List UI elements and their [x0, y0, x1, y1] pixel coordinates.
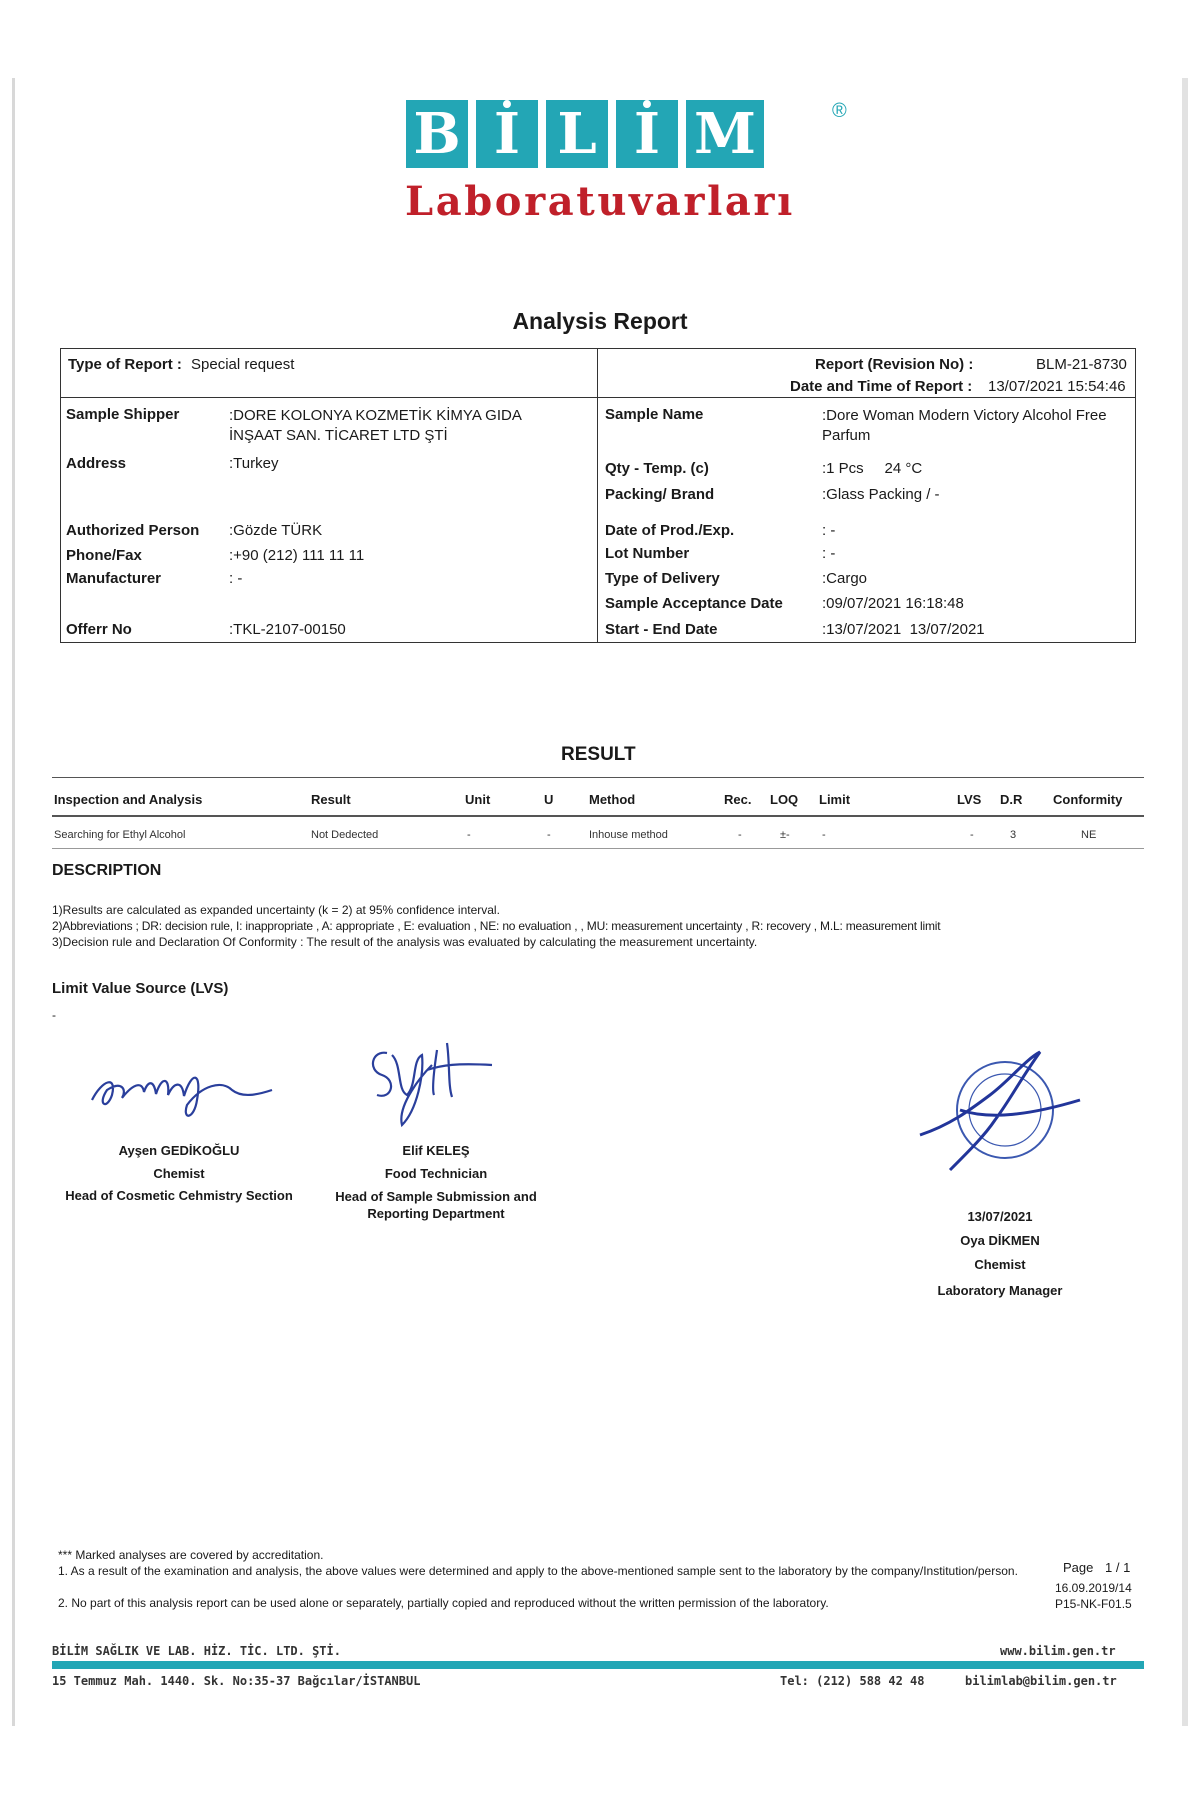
lvs-value: - — [52, 1008, 56, 1022]
signatory-title: Chemist — [153, 1166, 205, 1181]
signatory-title: Food Technician — [384, 1166, 488, 1181]
signature-gedikoglu — [82, 1050, 282, 1130]
footer-bar — [52, 1661, 1144, 1669]
field-label: Sample Acceptance Date — [605, 595, 783, 612]
field-value: :1 Pcs 24 °C — [822, 460, 923, 477]
table-cell: Searching for Ethyl Alcohol — [54, 829, 186, 841]
table-header: Conformity — [1053, 792, 1123, 807]
table-header: Inspection and Analysis — [54, 792, 203, 807]
signatory-role: Head of Cosmetic Cehmistry Section — [65, 1188, 293, 1203]
logo-letter: İ — [476, 100, 538, 168]
description-line: 2)Abbreviations ; DR: decision rule, I: inappropriate , A: appropriate , E: evaluation , NE: no evaluation , , MU: measurement uncertainty , R: recovery , M.L: measurement limit — [52, 919, 941, 933]
report-datetime-label: Date and Time of Report : — [790, 378, 973, 395]
table-cell: Inhouse method — [589, 829, 668, 841]
table-header: U — [544, 792, 554, 807]
laboratory-stamp — [910, 1040, 1090, 1185]
report-title: Analysis Report — [512, 308, 688, 334]
field-value: :Gözde TÜRK — [229, 522, 323, 539]
signatory-role: Head of Sample Submission and Reporting Department — [335, 1189, 537, 1221]
field-value: :Glass Packing / - — [822, 486, 940, 503]
footer-note: 2. No part of this analysis report can be used alone or separately, partially copied and reproduced without the written permission of the laboratory. — [58, 1596, 829, 1610]
table-header: LOQ — [770, 792, 799, 807]
logo-letter: M — [686, 100, 764, 168]
table-cell: NE — [1081, 829, 1097, 841]
table-cell: Not Dedected — [311, 829, 379, 841]
table-cell: 3 — [1010, 829, 1017, 841]
header-rule — [52, 815, 1144, 817]
field-value: :13/07/2021 13/07/2021 — [822, 621, 985, 638]
field-label: Lot Number — [605, 545, 690, 562]
signatory-title: Chemist — [974, 1257, 1026, 1272]
table-cell: - — [467, 829, 471, 841]
signatory-name: Elif KELEŞ — [402, 1143, 470, 1158]
signature-keles — [362, 1035, 502, 1135]
signatory-role: Laboratory Manager — [937, 1283, 1063, 1298]
footer-note: 1. As a result of the examination and analysis, the above values were determined and apply to the above-mentioned sample sent to the laboratory by the company/Institution/person. — [58, 1564, 1018, 1578]
field-value: :Dore Woman Modern Victory Alcohol Free Parfum — [822, 407, 1107, 444]
description-line: 1)Results are calculated as expanded uncertainty (k = 2) at 95% confidence interval. — [52, 903, 500, 917]
company-email[interactable]: bilimlab@bilim.gen.tr — [965, 1674, 1117, 1688]
table-cell: - — [970, 829, 974, 841]
signature-date: 13/07/2021 — [967, 1209, 1033, 1224]
field-label: Type of Delivery — [605, 570, 720, 587]
description-line: 3)Decision rule and Declaration Of Conformity : The result of the analysis was evaluated by calculating the measurement uncertainty. — [52, 935, 758, 949]
table-cell: ±- — [780, 829, 790, 841]
field-value: :09/07/2021 16:18:48 — [822, 595, 964, 612]
description-title: DESCRIPTION — [52, 862, 162, 879]
field-label: Authorized Person — [66, 522, 200, 539]
field-value: :TKL-2107-00150 — [229, 621, 346, 638]
field-value: :+90 (212) 111 11 11 — [229, 547, 365, 564]
field-label: Address — [66, 455, 127, 472]
field-value: : - — [822, 545, 836, 562]
document-code: P15-NK-F01.5 — [1055, 1597, 1132, 1611]
table-header: Unit — [465, 792, 491, 807]
footer-note: *** Marked analyses are covered by accreditation. — [58, 1548, 324, 1562]
field-value: :DORE KOLONYA KOZMETİK KİMYA GIDA İNŞAAT SAN. TİCARET LTD ŞTİ — [229, 407, 522, 444]
field-label: Phone/Fax — [66, 547, 142, 564]
field-label: Date of Prod./Exp. — [605, 522, 735, 539]
field-value: :Turkey — [229, 455, 279, 472]
type-of-report-label: Type of Report : — [68, 356, 182, 373]
signatory-name: Ayşen GEDİKOĞLU — [118, 1143, 240, 1158]
field-label: Offerr No — [66, 621, 132, 638]
company-phone: Tel: (212) 588 42 48 — [780, 1674, 925, 1688]
result-top-rule — [52, 777, 1144, 778]
field-label: Packing/ Brand — [605, 486, 715, 503]
field-label: Manufacturer — [66, 570, 162, 587]
result-title: RESULT — [561, 744, 636, 765]
field-label: Start - End Date — [605, 621, 718, 638]
field-value: :Cargo — [822, 570, 868, 587]
table-header: LVS — [957, 792, 982, 807]
table-header: Limit — [819, 792, 851, 807]
signatory-name: Oya DİKMEN — [960, 1233, 1040, 1248]
revision-label: Report (Revision No) : — [815, 356, 974, 373]
logo-letter: B — [406, 100, 468, 168]
type-of-report-value: Special request — [191, 356, 295, 373]
table-header: D.R — [1000, 792, 1023, 807]
document-date: 16.09.2019/14 — [1055, 1581, 1132, 1595]
field-label: Qty - Temp. (c) — [605, 460, 709, 477]
logo-subtitle: Laboratuvarları — [405, 178, 795, 225]
page-label: Page — [1063, 1560, 1094, 1575]
info-box — [60, 348, 1136, 643]
field-label: Sample Shipper — [66, 406, 180, 423]
registered-mark: ® — [832, 100, 847, 122]
table-cell: - — [547, 829, 551, 841]
report-datetime-value: 13/07/2021 15:54:46 — [988, 378, 1126, 395]
lvs-title: Limit Value Source (LVS) — [52, 980, 229, 997]
info-divider — [60, 397, 1136, 398]
company-address: 15 Temmuz Mah. 1440. Sk. No:35-37 Bağcılar/İSTANBUL — [52, 1674, 421, 1688]
table-header: Result — [311, 792, 351, 807]
info-column-divider — [597, 348, 598, 643]
logo-letter: İ — [616, 100, 678, 168]
row-rule — [52, 848, 1144, 849]
field-label: Sample Name — [605, 406, 704, 423]
page-number: 1 / 1 — [1105, 1560, 1131, 1575]
table-cell: - — [738, 829, 742, 841]
field-value: : - — [229, 570, 243, 587]
table-header: Method — [589, 792, 636, 807]
table-cell: - — [822, 829, 826, 841]
company-name: BİLİM SAĞLIK VE LAB. HİZ. TİC. LTD. ŞTİ. — [52, 1644, 341, 1658]
revision-value: BLM-21-8730 — [1036, 356, 1127, 373]
company-website[interactable]: www.bilim.gen.tr — [1000, 1644, 1116, 1658]
table-header: Rec. — [724, 792, 752, 807]
field-value: : - — [822, 522, 836, 539]
logo-letter: L — [546, 100, 608, 168]
bilim-logo — [406, 100, 764, 168]
